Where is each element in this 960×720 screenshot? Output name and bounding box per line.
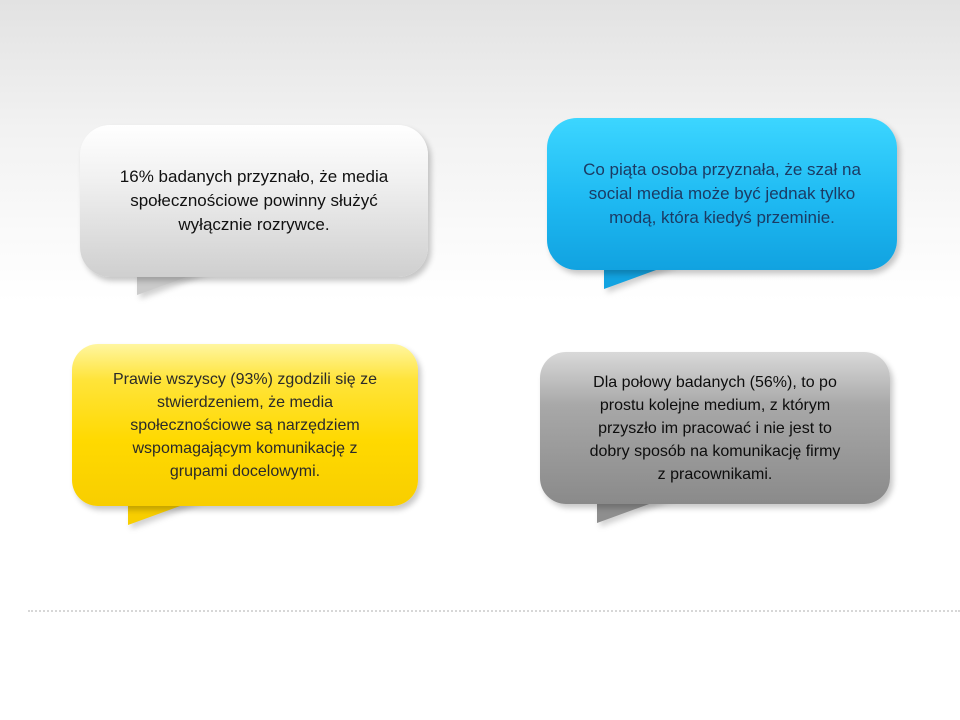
dotted-divider [28, 610, 960, 612]
bubble-text [113, 368, 377, 483]
bubble-line: Prawie wszyscy (93%) zgodzili się ze [112, 370, 378, 388]
bubble-line: stwierdzeniem, że media [156, 393, 334, 411]
bubble-line: social media może być jednak tylko [588, 184, 856, 203]
speech-bubble-gray [80, 125, 428, 277]
bubble-line: społecznościowe powinny służyć [130, 191, 378, 210]
speech-bubble-yellow [72, 344, 418, 506]
bubble-line: Co piąta osoba przyznała, że szał na [583, 160, 861, 179]
speech-bubble-blue [547, 118, 897, 270]
bubble-line: wspomagającym komunikację z [132, 439, 358, 457]
bubble-line: dobry sposób na komunikację firmy [589, 442, 841, 460]
bubble-line: przyszło im pracować i nie jest to [598, 419, 832, 437]
bubble-line: społecznościowe są narzędziem [130, 416, 360, 434]
bubble-line: grupami docelowymi. [169, 462, 321, 480]
bubble-text [583, 158, 861, 230]
bubble-text [590, 371, 841, 486]
bubble-line: modą, która kiedyś przeminie. [609, 208, 835, 227]
bubble-line: prostu kolejne medium, z którym [599, 396, 831, 414]
bubble-line: 16% badanych przyznało, że media [119, 167, 389, 186]
bubble-line: wyłącznie rozrywce. [178, 215, 330, 234]
bubble-text [120, 165, 388, 237]
bubble-line: Dla połowy badanych (56%), to po [593, 373, 837, 391]
bubble-line: z pracownikami. [657, 465, 773, 483]
speech-bubble-dark-gray [540, 352, 890, 504]
